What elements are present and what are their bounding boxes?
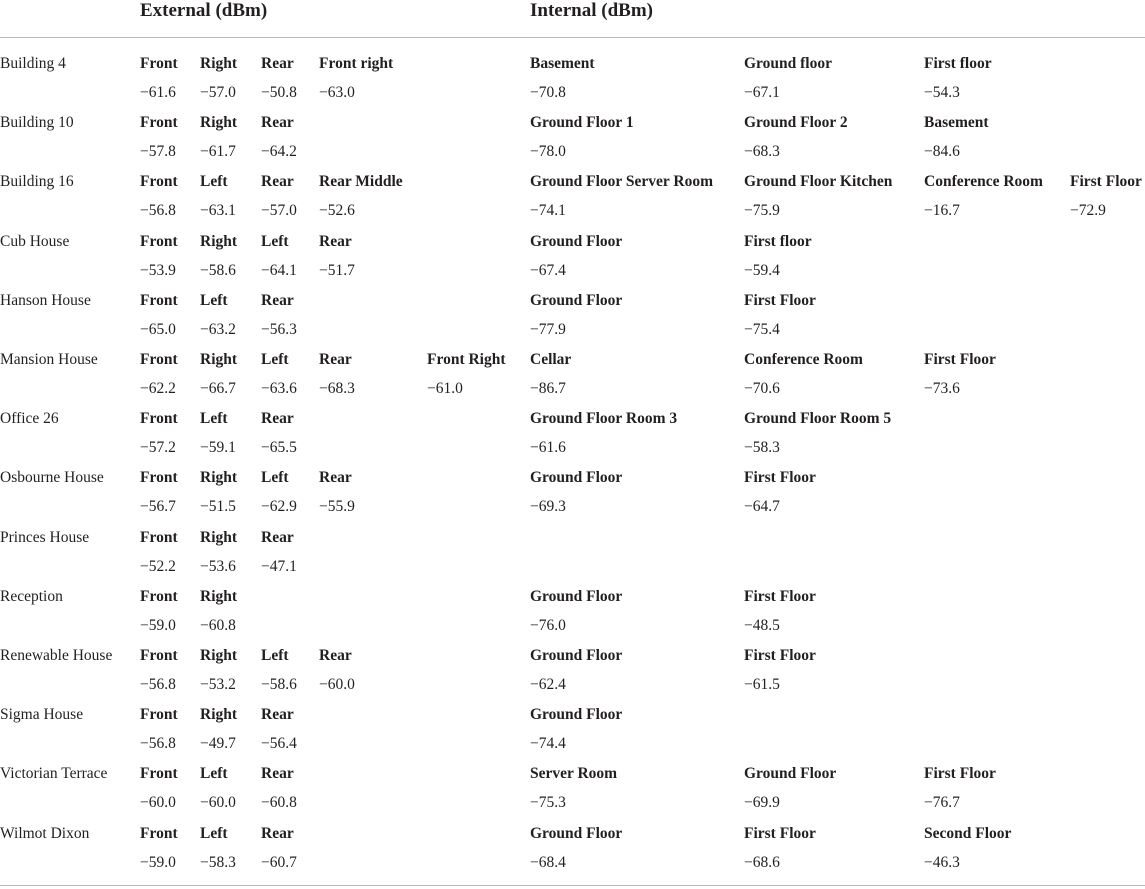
external-signal-value: −53.2	[200, 676, 236, 693]
external-signal-value: −56.3	[261, 321, 297, 338]
internal-location-label: Second Floor	[924, 825, 1012, 842]
internal-signal-value: −86.7	[530, 380, 566, 397]
internal-signal-value: −74.1	[530, 202, 566, 219]
building-name: Sigma House	[0, 706, 84, 723]
internal-location-label: Ground Floor	[530, 588, 623, 605]
external-signal-value: −52.6	[319, 202, 355, 219]
internal-signal-value: −67.4	[530, 262, 566, 279]
external-signal-value: −64.1	[261, 262, 297, 279]
external-location-label: Right	[200, 647, 238, 664]
external-signal-value: −65.0	[140, 321, 176, 338]
external-signal-value: −62.2	[140, 380, 176, 397]
internal-location-label: First floor	[744, 233, 812, 250]
external-signal-value: −47.1	[261, 558, 297, 575]
internal-location-label: Ground Floor	[530, 292, 623, 309]
building-name: Hanson House	[0, 292, 91, 309]
internal-signal-value: −76.7	[924, 794, 960, 811]
external-location-label: Left	[200, 410, 228, 427]
building-name: Wilmot Dixon	[0, 825, 90, 842]
internal-location-label: Server Room	[530, 765, 618, 782]
external-location-label: Front	[140, 825, 178, 842]
external-signal-value: −51.7	[319, 262, 355, 279]
external-signal-value: −53.9	[140, 262, 176, 279]
internal-signal-value: −61.6	[530, 439, 566, 456]
building-name: Osbourne House	[0, 469, 104, 486]
external-location-label: Front	[140, 529, 178, 546]
external-location-label: Rear	[319, 647, 352, 664]
internal-location-label: Ground Floor	[530, 825, 623, 842]
internal-signal-value: −62.4	[530, 676, 566, 693]
internal-location-label: Ground Floor Kitchen	[744, 173, 893, 190]
external-signal-value: −56.4	[261, 735, 297, 752]
external-signal-value: −56.7	[140, 498, 176, 515]
external-location-label: Left	[200, 173, 228, 190]
external-header: External (dBm)	[140, 0, 268, 21]
internal-signal-value: −64.7	[744, 498, 780, 515]
external-signal-value: −64.2	[261, 143, 297, 160]
external-location-label: Left	[261, 233, 289, 250]
external-location-label: Rear	[261, 114, 294, 131]
internal-location-label: Ground Floor 2	[744, 114, 848, 131]
internal-location-label: Ground Floor	[744, 765, 837, 782]
internal-signal-value: −54.3	[924, 84, 960, 101]
building-name: Mansion House	[0, 351, 98, 368]
external-signal-value: −61.6	[140, 84, 176, 101]
external-signal-value: −60.0	[140, 794, 176, 811]
internal-location-label: First Floor	[1070, 173, 1142, 190]
external-location-label: Right	[200, 351, 238, 368]
external-location-label: Front	[140, 410, 178, 427]
external-location-label: Front	[140, 233, 178, 250]
external-signal-value: −60.8	[200, 617, 236, 634]
external-location-label: Right	[200, 588, 238, 605]
external-location-label: Left	[261, 469, 289, 486]
external-location-label: Rear	[261, 825, 294, 842]
internal-signal-value: −69.3	[530, 498, 566, 515]
header-divider	[0, 37, 1145, 38]
external-signal-value: −59.0	[140, 854, 176, 871]
building-name: Reception	[0, 588, 63, 605]
external-location-label: Rear	[261, 55, 294, 72]
internal-signal-value: −69.9	[744, 794, 780, 811]
external-location-label: Front	[140, 114, 178, 131]
internal-location-label: First Floor	[924, 351, 996, 368]
external-location-label: Right	[200, 233, 238, 250]
internal-location-label: Basement	[924, 114, 989, 131]
building-name: Victorian Terrace	[0, 765, 108, 782]
external-signal-value: −53.6	[200, 558, 236, 575]
internal-location-label: Conference Room	[924, 173, 1043, 190]
internal-location-label: Ground floor	[744, 55, 832, 72]
internal-signal-value: −48.5	[744, 617, 780, 634]
external-signal-value: −61.0	[427, 380, 463, 397]
external-signal-value: −63.1	[200, 202, 236, 219]
internal-signal-value: −67.1	[744, 84, 780, 101]
internal-signal-value: −68.4	[530, 854, 566, 871]
internal-signal-value: −68.3	[744, 143, 780, 160]
external-signal-value: −58.6	[200, 262, 236, 279]
external-location-label: Right	[200, 706, 238, 723]
internal-signal-value: −78.0	[530, 143, 566, 160]
internal-location-label: First Floor	[744, 588, 816, 605]
internal-location-label: Ground Floor	[530, 469, 623, 486]
internal-location-label: Conference Room	[744, 351, 863, 368]
internal-signal-value: −70.8	[530, 84, 566, 101]
external-location-label: Right	[200, 114, 238, 131]
internal-signal-value: −59.4	[744, 262, 780, 279]
external-location-label: Front	[140, 706, 178, 723]
external-location-label: Rear	[319, 233, 352, 250]
external-signal-value: −66.7	[200, 380, 236, 397]
external-signal-value: −60.0	[200, 794, 236, 811]
external-signal-value: −59.1	[200, 439, 236, 456]
internal-signal-value: −72.9	[1070, 202, 1106, 219]
external-signal-value: −63.2	[200, 321, 236, 338]
external-signal-value: −56.8	[140, 735, 176, 752]
external-location-label: Rear Middle	[319, 173, 403, 190]
external-location-label: Rear	[261, 410, 294, 427]
external-location-label: Right	[200, 529, 238, 546]
external-location-label: Front	[140, 588, 178, 605]
external-signal-value: −63.6	[261, 380, 297, 397]
external-location-label: Front right	[319, 55, 394, 72]
external-signal-value: −57.0	[200, 84, 236, 101]
internal-location-label: Ground Floor	[530, 233, 623, 250]
internal-signal-value: −75.4	[744, 321, 780, 338]
external-signal-value: −62.9	[261, 498, 297, 515]
internal-signal-value: −84.6	[924, 143, 960, 160]
bottom-divider	[0, 885, 1145, 886]
building-name: Building 10	[0, 114, 74, 131]
internal-location-label: First Floor	[924, 765, 996, 782]
internal-location-label: Cellar	[530, 351, 572, 368]
internal-location-label: Ground Floor	[530, 706, 623, 723]
external-location-label: Rear	[319, 469, 352, 486]
external-location-label: Left	[200, 292, 228, 309]
external-signal-value: −56.8	[140, 202, 176, 219]
external-location-label: Left	[261, 351, 289, 368]
external-location-label: Front Right	[427, 351, 506, 368]
external-signal-value: −57.8	[140, 143, 176, 160]
external-signal-value: −68.3	[319, 380, 355, 397]
external-signal-value: −58.6	[261, 676, 297, 693]
external-signal-value: −55.9	[319, 498, 355, 515]
internal-location-label: First Floor	[744, 647, 816, 664]
internal-location-label: Ground Floor Room 5	[744, 410, 892, 427]
building-name: Renewable House	[0, 647, 113, 664]
external-signal-value: −52.2	[140, 558, 176, 575]
external-location-label: Rear	[319, 351, 352, 368]
internal-signal-value: −76.0	[530, 617, 566, 634]
internal-location-label: Basement	[530, 55, 595, 72]
internal-signal-value: −75.3	[530, 794, 566, 811]
external-location-label: Right	[200, 55, 238, 72]
external-signal-value: −49.7	[200, 735, 236, 752]
internal-location-label: Ground Floor	[530, 647, 623, 664]
external-location-label: Left	[200, 765, 228, 782]
internal-signal-value: −77.9	[530, 321, 566, 338]
external-location-label: Front	[140, 765, 178, 782]
external-signal-value: −63.0	[319, 84, 355, 101]
internal-location-label: First Floor	[744, 469, 816, 486]
internal-signal-value: −70.6	[744, 380, 780, 397]
internal-location-label: Ground Floor Room 3	[530, 410, 678, 427]
external-signal-value: −57.0	[261, 202, 297, 219]
internal-header: Internal (dBm)	[530, 0, 653, 21]
building-name: Cub House	[0, 233, 70, 250]
external-signal-value: −58.3	[200, 854, 236, 871]
external-location-label: Front	[140, 292, 178, 309]
external-signal-value: −50.8	[261, 84, 297, 101]
external-location-label: Front	[140, 351, 178, 368]
external-location-label: Front	[140, 647, 178, 664]
external-location-label: Left	[200, 825, 228, 842]
external-location-label: Rear	[261, 706, 294, 723]
external-location-label: Rear	[261, 173, 294, 190]
internal-signal-value: −46.3	[924, 854, 960, 871]
external-location-label: Left	[261, 647, 289, 664]
internal-signal-value: −75.9	[744, 202, 780, 219]
external-location-label: Rear	[261, 529, 294, 546]
external-location-label: Front	[140, 469, 178, 486]
internal-location-label: First floor	[924, 55, 992, 72]
external-location-label: Right	[200, 469, 238, 486]
external-location-label: Front	[140, 55, 178, 72]
external-signal-value: −56.8	[140, 676, 176, 693]
external-location-label: Rear	[261, 292, 294, 309]
external-location-label: Rear	[261, 765, 294, 782]
internal-signal-value: −61.5	[744, 676, 780, 693]
external-signal-value: −61.7	[200, 143, 236, 160]
external-signal-value: −57.2	[140, 439, 176, 456]
building-name: Building 4	[0, 55, 66, 72]
internal-location-label: First Floor	[744, 292, 816, 309]
internal-signal-value: −74.4	[530, 735, 566, 752]
internal-signal-value: −73.6	[924, 380, 960, 397]
building-name: Building 16	[0, 173, 74, 190]
internal-location-label: First Floor	[744, 825, 816, 842]
external-signal-value: −60.0	[319, 676, 355, 693]
external-signal-value: −59.0	[140, 617, 176, 634]
building-name: Office 26	[0, 410, 59, 427]
external-location-label: Front	[140, 173, 178, 190]
internal-location-label: Ground Floor Server Room	[530, 173, 713, 190]
external-signal-value: −60.7	[261, 854, 297, 871]
internal-signal-value: −68.6	[744, 854, 780, 871]
external-signal-value: −65.5	[261, 439, 297, 456]
internal-location-label: Ground Floor 1	[530, 114, 634, 131]
external-signal-value: −51.5	[200, 498, 236, 515]
external-signal-value: −60.8	[261, 794, 297, 811]
building-name: Princes House	[0, 529, 90, 546]
internal-signal-value: −58.3	[744, 439, 780, 456]
internal-signal-value: −16.7	[924, 202, 960, 219]
